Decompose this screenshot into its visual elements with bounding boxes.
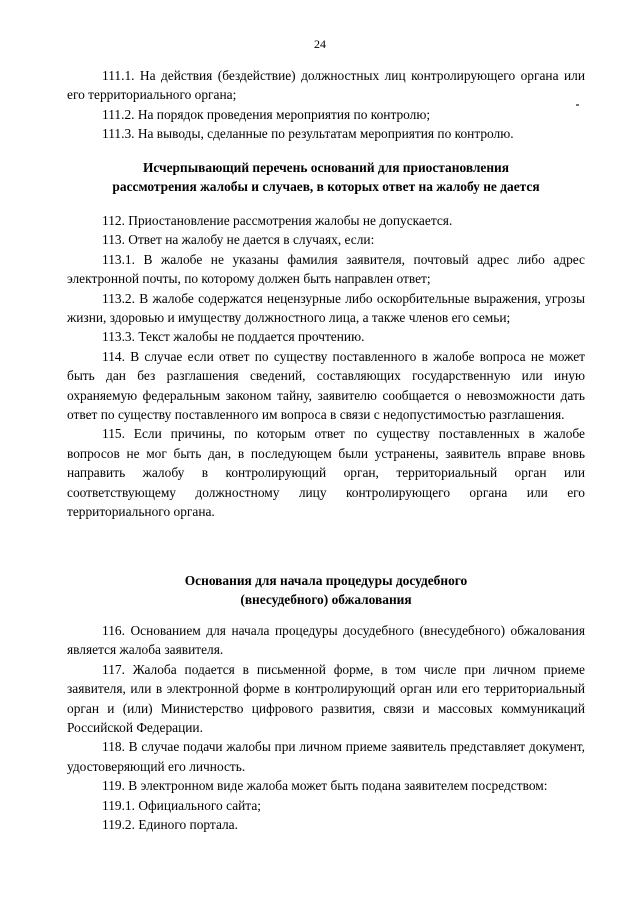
clause-118: 118. В случае подачи жалобы при личном приеме заявитель представляет документ, удостоверяющий его личность. [67, 739, 585, 774]
clause-113-1: 113.1. В жалобе не указаны фамилия заявителя, почтовый адрес либо адрес электронной почты, по которому должен быть направлен ответ; [67, 251, 585, 287]
clause-115: 115. Если причины, по которым ответ по существу поставленных в жалобе вопросов не мог быть дан, в последующем были устранены, заявитель вправе вновь направить жалобу в контролирующий орган, территориальный орган или соответствующему должностному лицу контролирующего органа или его территориального органа. [67, 426, 585, 520]
clause-113: 113. Ответ на жалобу не дается в случаях, если: [102, 232, 375, 248]
heading-line: (внесудебного) обжалования [240, 592, 412, 607]
section-heading-appeal-grounds [67, 571, 585, 609]
clause-119-2: 119.2. Единого портала. [102, 817, 238, 833]
clause-113-2: 113.2. В жалобе содержатся нецензурные либо оскорбительные выражения, угрозы жизни, здоровью и имуществу должностного лица, а также членов его семьи; [67, 290, 585, 326]
clause-111-3: 111.3. На выводы, сделанные по результатам мероприятия по контролю. [102, 126, 514, 142]
clause-111-1: 111.1. На действия (бездействие) должностных лиц контролирующего органа или его территориального органа; [67, 68, 585, 103]
heading-line: рассмотрения жалобы и случаев, в которых ответ на жалобу не дается [112, 179, 540, 194]
clauses-112-115 [67, 211, 585, 522]
scan-speck [576, 104, 579, 106]
clause-114: 114. В случае если ответ по существу поставленного в жалобе вопроса не может быть дан без разглашения сведений, составляющих государственную или иную охраняемую федеральным законом тайну, заявителю сообщается о невозможности дать ответ по существу поставленного им вопроса в связи с недопустимостью разглашения. [67, 348, 585, 423]
heading-line: Основания для начала процедуры досудебного [184, 573, 468, 588]
clauses-116-119 [67, 621, 585, 834]
section-heading-suspension [67, 158, 585, 196]
page-number: 24 [314, 37, 326, 51]
clause-111-list [67, 66, 585, 144]
clause-112: 112. Приостановление рассмотрения жалобы не допускается. [102, 213, 453, 228]
clause-119: 119. В электронном виде жалоба может быть подана заявителем посредством: [102, 778, 548, 794]
heading-line: Исчерпывающий перечень оснований для приостановления [142, 160, 510, 175]
clause-117: 117. Жалоба подается в письменной форме, в том числе при личном приеме заявителя, или в электронной форме в контролирующий орган или его территориальный орган и (или) Министерство цифрового развития, связи и массовых коммуникаций Российской Федерации. [67, 661, 585, 736]
clause-111-2: 111.2. На порядок проведения мероприятия по контролю; [102, 106, 431, 122]
clause-116: 116. Основанием для начала процедуры досудебного (внесудебного) обжалования является жалоба заявителя. [67, 623, 585, 658]
clause-113-3: 113.3. Текст жалобы не поддается прочтению. [102, 329, 365, 345]
clause-119-1: 119.1. Официального сайта; [102, 797, 261, 813]
